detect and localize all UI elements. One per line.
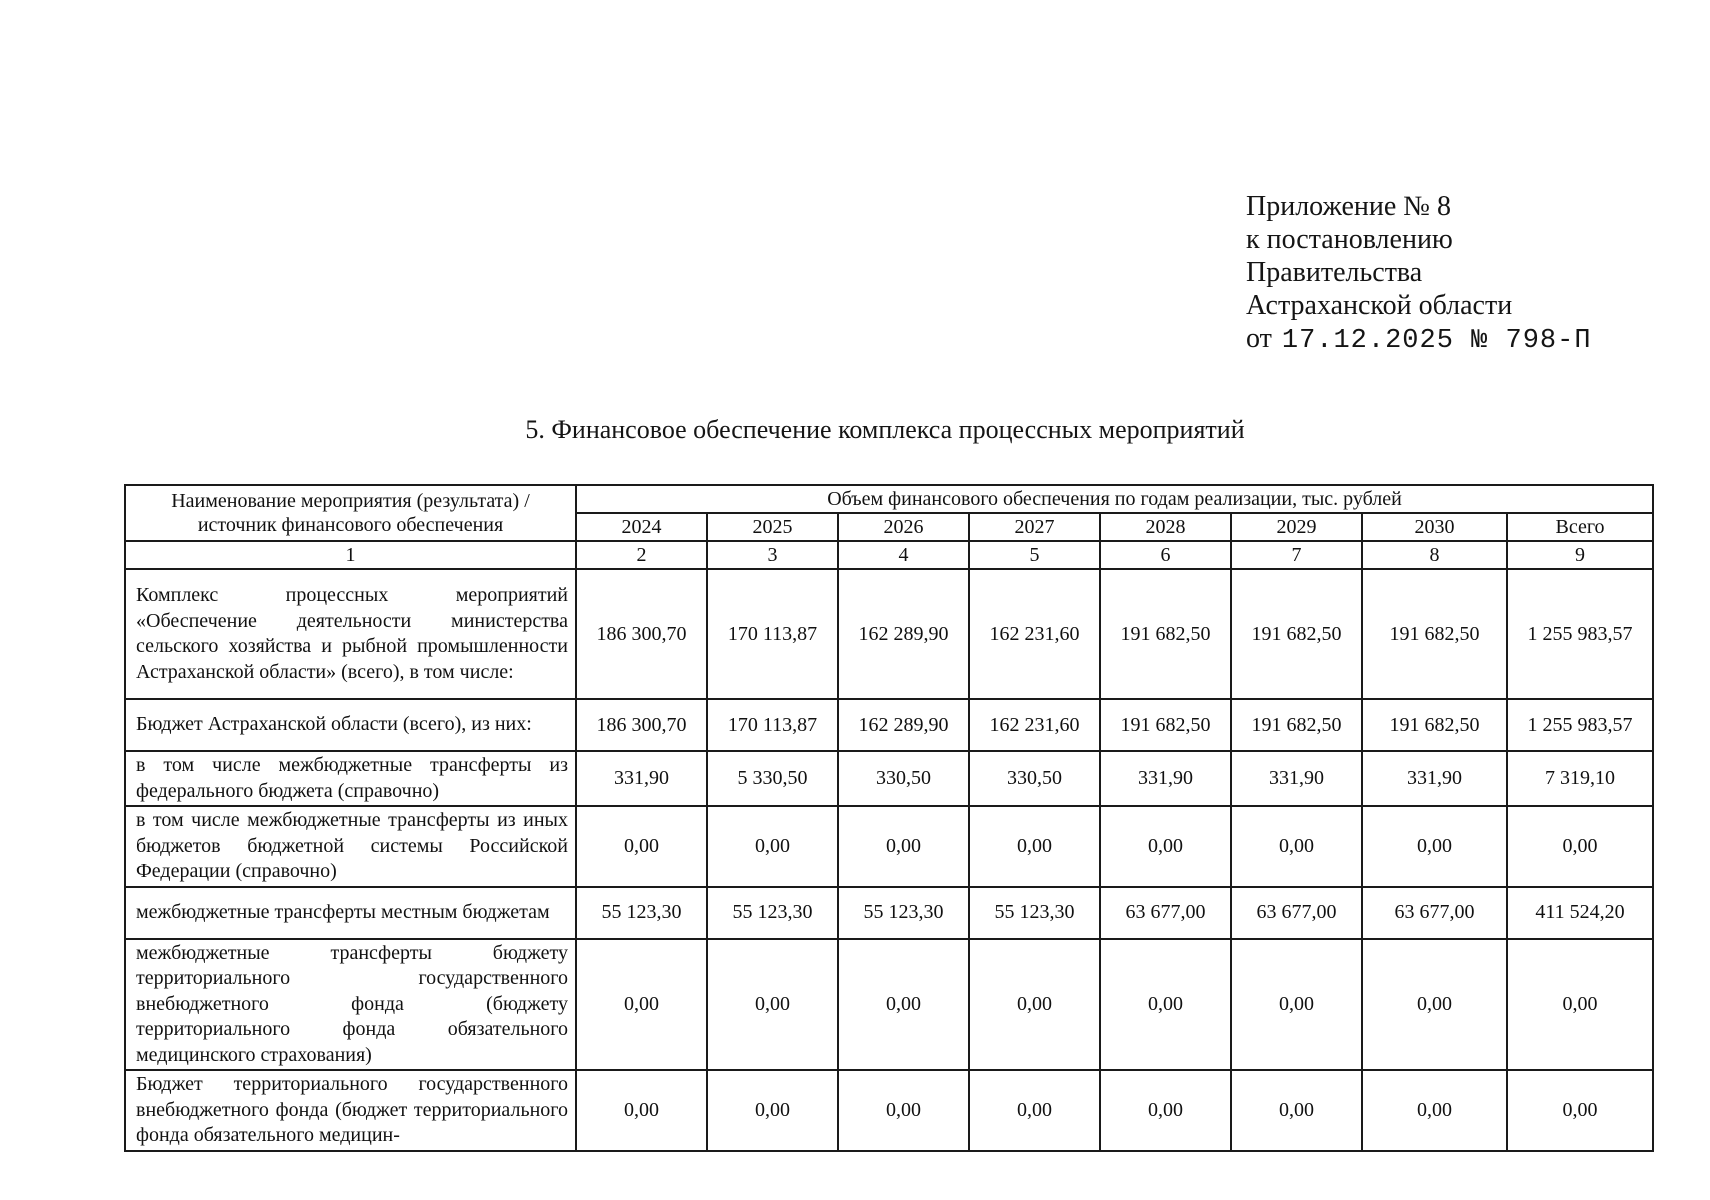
- cell-value: 0,00: [1362, 1070, 1507, 1151]
- cell-value: 170 113,87: [707, 569, 838, 699]
- appendix-title: Приложение № 8: [1246, 191, 1451, 222]
- cell-value: 0,00: [707, 939, 838, 1071]
- table-row: [125, 751, 1653, 806]
- header-year: 2027: [969, 513, 1100, 541]
- header-name-column: Наименование мероприятия (результата) / источник финансового обеспечения: [125, 485, 576, 541]
- column-number: 4: [838, 541, 969, 569]
- cell-value: 0,00: [1100, 806, 1231, 887]
- cell-value: 0,00: [1231, 806, 1362, 887]
- cell-value: 0,00: [1231, 939, 1362, 1071]
- cell-value: 63 677,00: [1231, 887, 1362, 939]
- cell-value: 170 113,87: [707, 699, 838, 751]
- cell-total: 0,00: [1507, 806, 1653, 887]
- section-title: 5. Финансовое обеспечение комплекса процессных мероприятий: [525, 415, 1245, 444]
- appendix-date-line: [1246, 322, 1592, 358]
- cell-value: 0,00: [707, 806, 838, 887]
- cell-value: 0,00: [1362, 939, 1507, 1071]
- column-number: 6: [1100, 541, 1231, 569]
- table-row: [125, 569, 1653, 699]
- row-name: межбюджетные трансферты бюджету территориального государственного внебюджетного фонда (бюджету территориального фонда обязательного медицинского страхования): [125, 939, 576, 1071]
- cell-total: 0,00: [1507, 1070, 1653, 1151]
- cell-value: 0,00: [576, 1070, 707, 1151]
- cell-value: 0,00: [1100, 1070, 1231, 1151]
- cell-value: 331,90: [1100, 751, 1231, 806]
- table-header: [125, 485, 1653, 541]
- table-row: [125, 887, 1653, 939]
- appendix-line-4: Астраханской области: [1246, 290, 1513, 321]
- header-year: 2024: [576, 513, 707, 541]
- row-name: Бюджет Астраханской области (всего), из них:: [125, 699, 576, 751]
- header-year: 2030: [1362, 513, 1507, 541]
- row-name: Комплекс процессных мероприятий «Обеспечение деятельности министерства сельского хозяйства и рыбной промышленности Астраханской области» (всего), в том числе:: [125, 569, 576, 699]
- cell-value: 0,00: [969, 939, 1100, 1071]
- cell-value: 55 123,30: [838, 887, 969, 939]
- cell-value: 0,00: [576, 806, 707, 887]
- column-number: 2: [576, 541, 707, 569]
- column-number: 9: [1507, 541, 1653, 569]
- appendix-line-3: Правительства: [1246, 257, 1423, 288]
- cell-value: 55 123,30: [707, 887, 838, 939]
- cell-value: 186 300,70: [576, 699, 707, 751]
- cell-value: 191 682,50: [1362, 699, 1507, 751]
- cell-total: 411 524,20: [1507, 887, 1653, 939]
- cell-value: 5 330,50: [707, 751, 838, 806]
- cell-value: 55 123,30: [576, 887, 707, 939]
- document-date-number: 17.12.2025 № 798-П: [1281, 326, 1592, 356]
- appendix-line-2: к постановлению: [1246, 224, 1453, 255]
- header-total: Всего: [1507, 513, 1653, 541]
- header-year: 2029: [1231, 513, 1362, 541]
- cell-total: 1 255 983,57: [1507, 699, 1653, 751]
- table-row: [125, 1070, 1653, 1151]
- cell-value: 191 682,50: [1362, 569, 1507, 699]
- cell-value: 0,00: [576, 939, 707, 1071]
- cell-value: 162 289,90: [838, 569, 969, 699]
- cell-value: 0,00: [969, 1070, 1100, 1151]
- cell-value: 0,00: [1231, 1070, 1362, 1151]
- cell-value: 162 231,60: [969, 569, 1100, 699]
- cell-value: 162 289,90: [838, 699, 969, 751]
- row-name: Бюджет территориального государственного внебюджетного фонда (бюджет территориального фонда обязательного медицин-: [125, 1070, 576, 1151]
- header-volume: Объем финансового обеспечения по годам реализации, тыс. рублей: [576, 485, 1653, 513]
- header-year: 2025: [707, 513, 838, 541]
- cell-value: 191 682,50: [1100, 569, 1231, 699]
- table-row: [125, 699, 1653, 751]
- cell-value: 330,50: [838, 751, 969, 806]
- cell-value: 331,90: [1231, 751, 1362, 806]
- header-year: 2028: [1100, 513, 1231, 541]
- row-name: в том числе межбюджетные трансферты из иных бюджетов бюджетной системы Российской Федерации (справочно): [125, 806, 576, 887]
- cell-value: 63 677,00: [1362, 887, 1507, 939]
- cell-value: 330,50: [969, 751, 1100, 806]
- cell-value: 0,00: [838, 806, 969, 887]
- column-number: 1: [125, 541, 576, 569]
- cell-value: 186 300,70: [576, 569, 707, 699]
- cell-value: 162 231,60: [969, 699, 1100, 751]
- table-row: [125, 806, 1653, 887]
- cell-total: 0,00: [1507, 939, 1653, 1071]
- appendix-header: [1246, 190, 1592, 358]
- column-number: 5: [969, 541, 1100, 569]
- cell-value: 55 123,30: [969, 887, 1100, 939]
- cell-value: 191 682,50: [1231, 699, 1362, 751]
- cell-value: 0,00: [1362, 806, 1507, 887]
- cell-value: 0,00: [838, 1070, 969, 1151]
- date-prefix: от: [1246, 323, 1272, 354]
- cell-value: 63 677,00: [1100, 887, 1231, 939]
- header-year: 2026: [838, 513, 969, 541]
- cell-value: 191 682,50: [1100, 699, 1231, 751]
- financing-table: [124, 484, 1654, 1152]
- cell-total: 7 319,10: [1507, 751, 1653, 806]
- row-name: межбюджетные трансферты местным бюджетам: [125, 887, 576, 939]
- column-number: 7: [1231, 541, 1362, 569]
- cell-total: 1 255 983,57: [1507, 569, 1653, 699]
- column-number: 8: [1362, 541, 1507, 569]
- cell-value: 191 682,50: [1231, 569, 1362, 699]
- cell-value: 0,00: [1100, 939, 1231, 1071]
- table-row: [125, 939, 1653, 1071]
- row-name: в том числе межбюджетные трансферты из федерального бюджета (справочно): [125, 751, 576, 806]
- cell-value: 331,90: [1362, 751, 1507, 806]
- column-number: 3: [707, 541, 838, 569]
- column-number-row: [125, 541, 1653, 569]
- cell-value: 0,00: [707, 1070, 838, 1151]
- cell-value: 0,00: [838, 939, 969, 1071]
- table-body: [125, 541, 1653, 1151]
- cell-value: 331,90: [576, 751, 707, 806]
- cell-value: 0,00: [969, 806, 1100, 887]
